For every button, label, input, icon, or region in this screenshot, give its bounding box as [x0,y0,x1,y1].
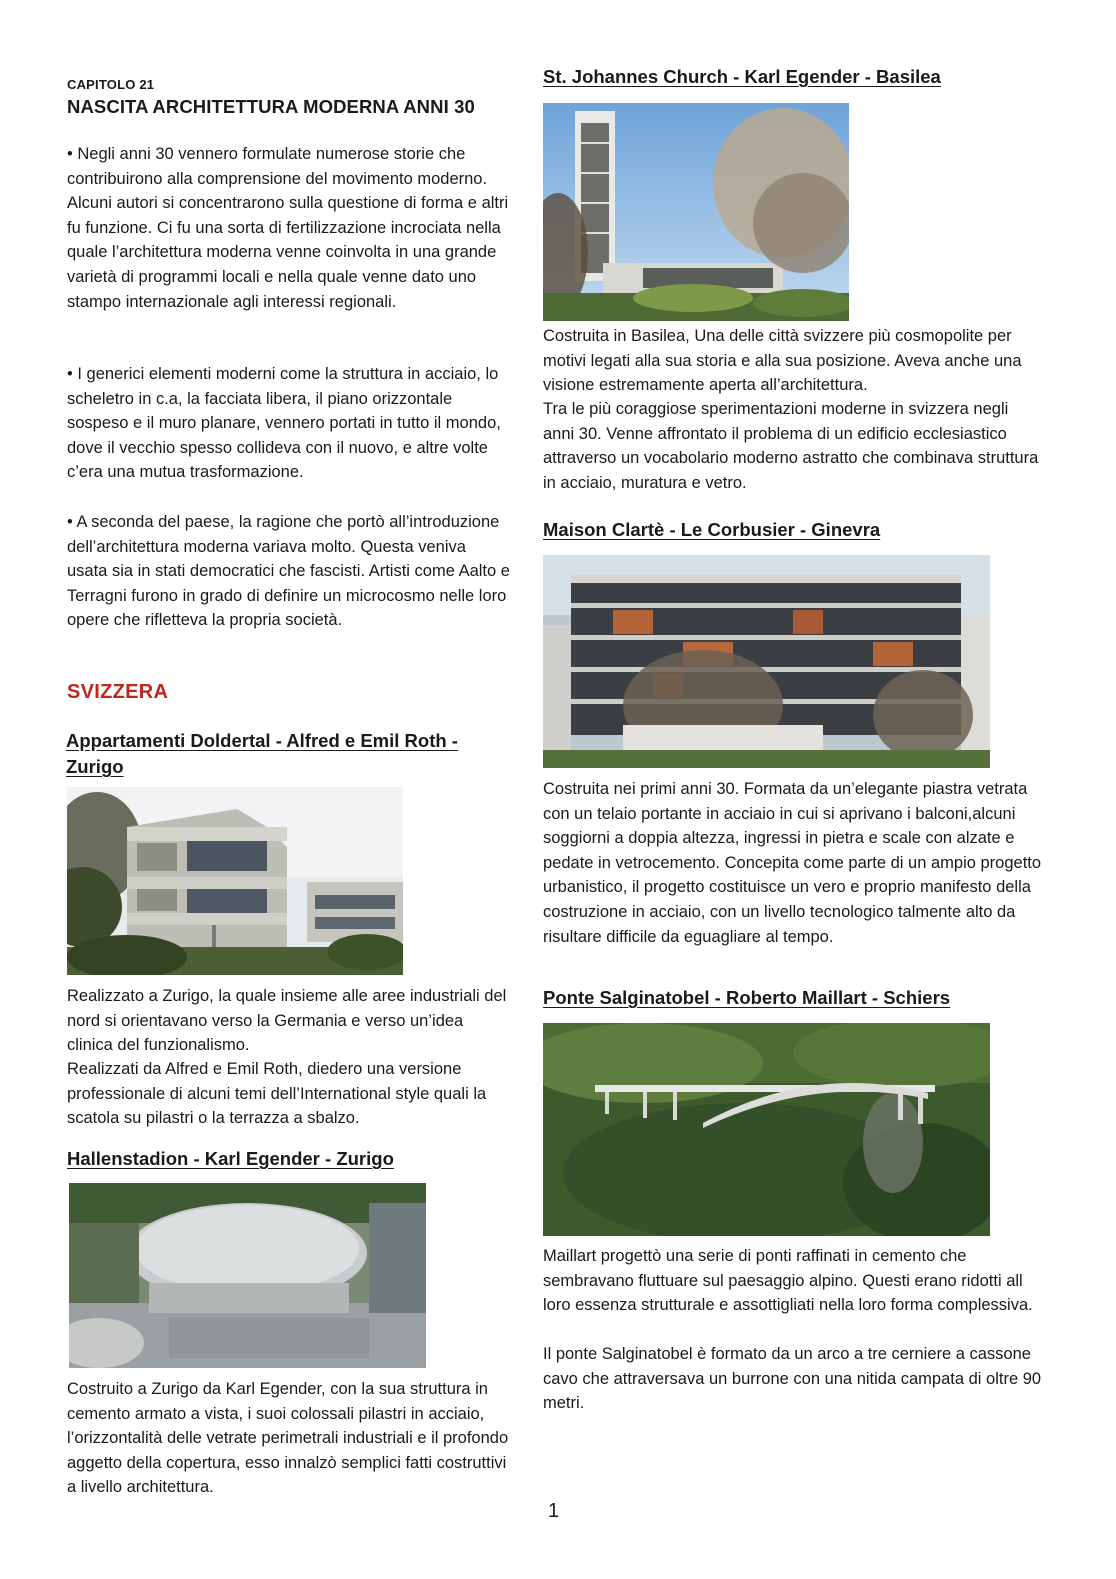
salginatobel-text-2: Il ponte Salginatobel è formato da un arco a tre cerniere a cassone cavo che attraversava un burrone con una nitida campata di oltre 90 metri. [543,1345,1042,1413]
intro-paragraph-3: • A seconda del paese, la ragione che portò all’introduzione dell’architettura moderna variava molto. Questa veniva usata sia in stati democratici che fascisti. Artisti come Aalto e Terragni furono in grado di definire un microcosmo nelle loro opere che rifletteva la propria società. [67,513,510,630]
johannes-heading: St. Johannes Church - Karl Egender - Basilea [543,66,941,87]
salginatobel-heading: Ponte Salginatobel - Roberto Maillart - Schiers [543,987,951,1008]
chapter-label: CAPITOLO 21 [67,77,155,92]
johannes-photo [543,103,849,321]
page-number: 1 [548,1500,560,1522]
section-heading: SVIZZERA [67,681,169,703]
intro-paragraph-1: • Negli anni 30 vennero formulate numerose storie che contribuirono alla comprensione del movimento moderno. Alcuni autori si concentrarono sulla questione di forma e altri fu funzione. Ci fu una sorta di fertilizzazione incrociata nella quale l’architettura moderna venne coinvolta in una grande varietà di programmi locali e nella quale venne dato uno stampo internazionale agli interessi regionali. [67,145,509,311]
clarte-text: Costruita nei primi anni 30. Formata da un’elegante piastra vetrata con un telaio portante in acciaio in cui si aprivano i balconi,alcuni soggiorni a doppia altezza, ingressi in pietra e scale con alzate e pedate in vetrocemento. Concepita come parte di un ampio progetto urbanistico, il progetto costituisce un vero e proprio manifesto della costruzione in acciaio, con un livello tecnologico talmente alto da risultare difficile da eguagliare al tempo. [543,780,1042,946]
hallenstadion-heading: Hallenstadion - Karl Egender - Zurigo [67,1148,394,1169]
intro-paragraph-2: • I generici elementi moderni come la struttura in acciaio, lo scheletro in c.a, la facciata libera, il piano orizzontale sospeso e il muro planare, vennero portati in tutto il mondo, dove il vecchio spesso collideva con il nuovo, e altre volte c’era una mutua trasformazione. [67,365,501,482]
johannes-text-1: Costruita in Basilea, Una delle città svizzere più cosmopolite per motivi legati alla sua storia e alla sua posizione. Aveva anche una visione estremamente aperta all’architettura. [543,327,1022,395]
doldertal-photo [67,787,403,975]
salginatobel-photo [543,1023,990,1236]
doldertal-text-2: Realizzati da Alfred e Emil Roth, diedero una versione professionale di alcuni temi dell’International style quali la scatola su pilastri o la terrazza a sbalzo. [67,1060,487,1128]
doldertal-text-1: Realizzato a Zurigo, la quale insieme alle aree industriali del nord si orientavano verso la Germania e verso un’idea clinica del funzionalismo. [67,987,507,1055]
hallenstadion-text: Costruito a Zurigo da Karl Egender, con la sua struttura in cemento armato a vista, i suoi colossali pilastri in acciaio, l’orizzontalità delle vetrate perimetrali industriali e il profondo aggetto della copertura, esso innalzò semplici fatti costruttivi a livello architettura. [67,1380,509,1497]
doldertal-heading: Appartamenti Doldertal - Alfred e Emil Roth - Zurigo [66,730,458,777]
hallenstadion-photo [69,1183,426,1368]
clarte-heading: Maison Clartè - Le Corbusier - Ginevra [543,519,881,540]
salginatobel-text-1: Maillart progettò una serie di ponti raffinati in cemento che sembravano fluttuare sul paesaggio alpino. Questi erano ridotti all loro essenza strutturale e assottigliati nella loro forma complessiva. [543,1247,1033,1315]
clarte-photo [543,555,990,768]
chapter-title: NASCITA ARCHITETTURA MODERNA ANNI 30 [67,96,475,117]
johannes-text-2: Tra le più coraggiose sperimentazioni moderne in svizzera negli anni 30. Venne affrontato il problema di un edificio ecclesiastico attraverso un vocabolario moderno astratto che combinava struttura in acciaio, muratura e vetro. [543,400,1039,492]
